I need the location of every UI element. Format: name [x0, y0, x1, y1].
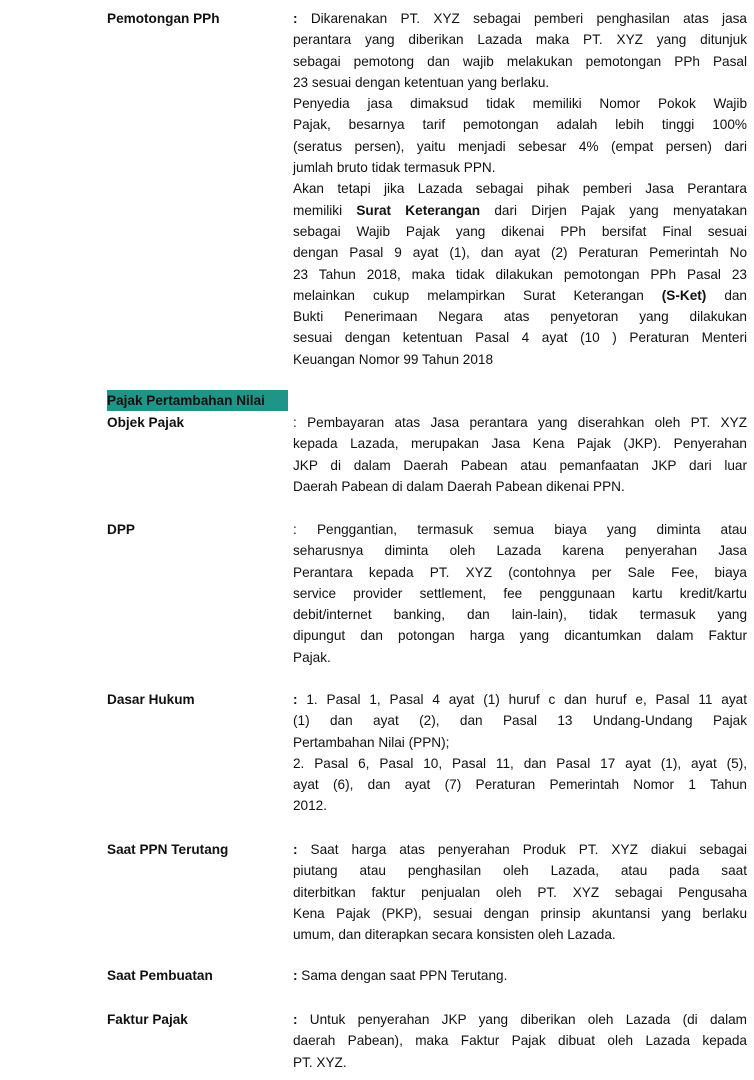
colon: : [293, 692, 298, 707]
entry-label: Faktur Pajak [107, 1012, 188, 1027]
text-line [293, 221, 747, 242]
text-line [293, 903, 747, 924]
text-segment: dipungut dan potongan harga yang dicantumkan dalam Faktur [293, 628, 747, 644]
text-segment: perantara yang diberikan Lazada maka PT. XYZ yang ditunjuk [293, 32, 747, 48]
text-segment: diterbitkan faktur penjualan oleh PT. XYZ sebagai Pengusaha [293, 884, 747, 900]
entry-text [293, 8, 747, 370]
entry-text [293, 689, 747, 817]
text-segment: (1) dan ayat (2), dan Pasal 13 Undang-Undang Pajak [293, 713, 747, 729]
text-line [293, 604, 747, 625]
text-segment: 2012. [293, 798, 328, 814]
text-line [293, 882, 747, 903]
entry-label: DPP [107, 522, 135, 537]
text-line [293, 8, 747, 29]
text-line [293, 795, 747, 816]
text-segment: sesuai dengan ketentuan Pasal 4 ayat (10 ) Peraturan Menteri [293, 330, 747, 346]
colon: : [293, 842, 298, 857]
text-segment: Bukti Penerimaan Negara atas penyetoran yang dilakukan [293, 309, 747, 325]
text-segment: : Sama dengan saat PPN Terutang. [293, 968, 508, 983]
text-line [293, 839, 747, 860]
colon: : [293, 1012, 298, 1027]
text-segment: sebagai Wajib Pajak yang dikenai PPh bersifat Final sesuai [293, 223, 747, 239]
text-line [293, 72, 747, 93]
bold-text: (S-Ket) [661, 287, 707, 303]
text-line [293, 583, 747, 604]
text-line [293, 924, 747, 945]
text-line [293, 51, 747, 72]
text-segment: (seratus persen), yaitu menjadi sebesar 4% (empat persen) dari [293, 138, 747, 154]
text-line [293, 562, 747, 583]
text-segment: debit/internet banking, dan lain-lain), tidak termasuk yang [293, 607, 747, 623]
text-line [293, 1030, 747, 1051]
colon: : [293, 11, 298, 26]
text-segment: : Saat harga atas penyerahan Produk PT. XYZ diakui sebagai [293, 842, 747, 857]
text-line [293, 1009, 747, 1030]
text-segment: 23 Tahun 2018, maka tidak dilakukan pemotongan PPh Pasal 23 [293, 266, 747, 282]
text-line [293, 455, 747, 476]
entry-text [293, 839, 747, 945]
text-segment: Perantara kepada PT. XYZ (contohnya per Sale Fee, biaya [293, 564, 747, 580]
text-line [293, 327, 747, 348]
entry-text [293, 412, 747, 497]
entry-label: Dasar Hukum [107, 692, 195, 707]
text-line [293, 774, 747, 795]
text-line [293, 519, 747, 540]
text-segment: : Dikarenakan PT. XYZ sebagai pemberi penghasilan atas jasa [293, 11, 747, 26]
text-segment: umum, dan diterapkan secara konsisten oleh Lazada. [293, 927, 616, 943]
text-line [293, 349, 747, 370]
text-segment: melainkan cukup melampirkan Surat Keterangan [293, 287, 662, 303]
text-segment: Keuangan Nomor 99 Tahun 2018 [293, 351, 494, 367]
text-segment: jumlah bruto tidak termasuk PPN. [293, 160, 496, 176]
text-line [293, 753, 747, 774]
entry-text [293, 1009, 747, 1073]
text-segment: seharusnya diminta oleh Lazada karena penyerahan Jasa [293, 543, 747, 559]
text-segment: kepada Lazada, merupakan Jasa Kena Pajak (JKP). Penyerahan [293, 436, 747, 452]
text-line [293, 157, 747, 178]
entry-label: Objek Pajak [107, 415, 185, 430]
text-line [293, 264, 747, 285]
text-line [293, 476, 747, 497]
text-segment: : 1. Pasal 1, Pasal 4 ayat (1) huruf c dan huruf e, Pasal 11 ayat [293, 692, 747, 707]
text-segment: 2. Pasal 6, Pasal 10, Pasal 11, dan Pasal 17 ayat (1), ayat (5), [293, 755, 747, 771]
text-line [293, 114, 747, 135]
text-segment: service provider settlement, fee penggunaan kartu kredit/kartu [293, 585, 747, 601]
text-line [293, 200, 747, 221]
entry-text [293, 965, 747, 986]
text-line [293, 860, 747, 881]
text-segment: daerah Pabean), maka Faktur Pajak dibuat oleh Lazada kepada [293, 1033, 747, 1049]
text-line [293, 710, 747, 731]
text-line [293, 285, 747, 306]
text-line [293, 689, 747, 710]
text-segment: PT. XYZ. [293, 1054, 347, 1070]
text-segment: dan [706, 287, 747, 303]
text-line [293, 136, 747, 157]
text-line [293, 540, 747, 561]
bold-text: Surat Keterangan [356, 202, 481, 218]
text-segment: : Pembayaran atas Jasa perantara yang diserahkan oleh PT. XYZ [293, 415, 747, 430]
text-segment: sebagai pemotong dan wajib melakukan pemotongan PPh Pasal [293, 53, 747, 69]
text-line [293, 647, 747, 668]
text-segment: Akan tetapi jika Lazada sebagai pihak pemberi Jasa Perantara [293, 181, 747, 197]
text-segment: Pertambahan Nilai (PPN); [293, 734, 450, 750]
text-line [293, 29, 747, 50]
section-header-ppn: Pajak Pertambahan Nilai [107, 390, 288, 411]
text-segment: dengan Pasal 9 ayat (1), dan ayat (2) Peraturan Pemerintah No [293, 245, 747, 261]
text-segment: dari Dirjen Pajak yang menyatakan [480, 202, 748, 218]
text-line [293, 178, 747, 199]
text-segment: : Penggantian, termasuk semua biaya yang diminta atau [293, 522, 747, 537]
text-line [293, 412, 747, 433]
text-segment: 23 sesuai dengan ketentuan yang berlaku. [293, 74, 550, 90]
text-segment: memiliki [293, 202, 357, 218]
text-line [293, 732, 747, 753]
entry-label: Pemotongan PPh [107, 11, 220, 26]
text-segment: Kena Pajak (PKP), sesuai dengan prinsip akuntansi yang berlaku [293, 905, 747, 921]
entry-text [293, 519, 747, 668]
text-segment: Daerah Pabean di dalam Daerah Pabean dikenai PPN. [293, 478, 625, 494]
text-segment: Pajak, besarnya tarif pemotongan adalah lebih tinggi 100% [293, 117, 747, 133]
text-line [293, 433, 747, 454]
text-segment: JKP di dalam Daerah Pabean atau pemanfaatan JKP dari luar [293, 457, 747, 473]
text-line [293, 93, 747, 114]
text-line [293, 625, 747, 646]
text-segment: : Untuk penyerahan JKP yang diberikan oleh Lazada (di dalam [293, 1012, 747, 1027]
text-line [293, 965, 747, 986]
text-segment: piutang atau penghasilan oleh Lazada, atau pada saat [293, 863, 747, 879]
text-line [293, 306, 747, 327]
text-line [293, 1052, 747, 1073]
text-segment: Pajak. [293, 649, 331, 665]
text-line [293, 242, 747, 263]
entry-label: Saat Pembuatan [107, 968, 213, 983]
text-segment: ayat (6), dan ayat (7) Peraturan Pemerintah Nomor 1 Tahun [293, 777, 747, 793]
text-segment: Penyedia jasa dimaksud tidak memiliki Nomor Pokok Wajib [293, 96, 747, 112]
colon: : [293, 968, 298, 983]
entry-label: Saat PPN Terutang [107, 842, 229, 857]
